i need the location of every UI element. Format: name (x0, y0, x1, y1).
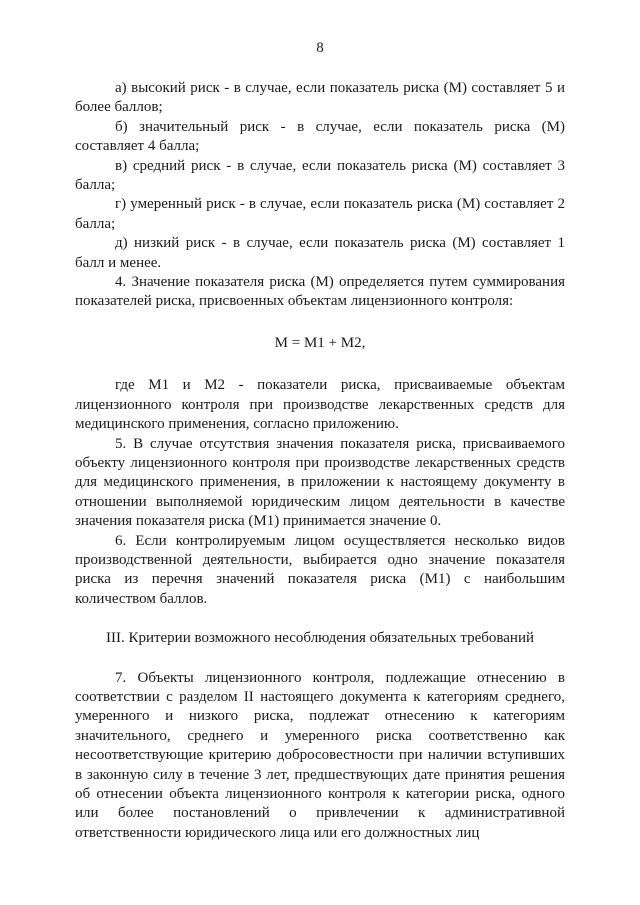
paragraph-risk-low: д) низкий риск - в случае, если показатель риска (М) составляет 1 балл и менее. (75, 235, 565, 271)
paragraph-item-4: 4. Значение показателя риска (М) определяется путем суммирования показателей риска, присвоенных объектам лицензионного контроля: (75, 274, 565, 310)
paragraph-item-7: 7. Объекты лицензионного контроля, подлежащие отнесению в соответствии с разделом II настоящего документа к категориям среднего, умеренного и низкого риска, подлежат отнесению к категориям значительного, среднего и умеренного риска соответственно как несоответствующие критерию добросовестности при наличии вступивших в законную силу в течение 3 лет, предшествующих дате принятия решения об отнесении объекта лицензионного контроля к категории риска, одного или более постановлений о привлечении к административной ответственности юридического лица или его должностных лиц (75, 669, 565, 841)
paragraph-risk-moderate: г) умеренный риск - в случае, если показатель риска (М) составляет 2 балла; (75, 196, 565, 232)
risk-formula: М = М1 + М2, (274, 334, 366, 351)
section-heading: III. Критерии возможного несоблюдения обязательных требований (105, 630, 535, 647)
paragraph-item-5: 5. В случае отсутствия значения показателя риска, присваиваемого объекту лицензионного контроля при производстве лекарственных средств для медицинского применения, в приложении к настоящему документу в отношении выполняемой юридическим лицом деятельности в качестве значения показателя риска (М1) принимается значение 0. (75, 435, 565, 530)
paragraph-formula-explanation: где М1 и М2 - показатели риска, присваиваемые объектам лицензионного контроля при производстве лекарственных средств для медицинского применения, согласно приложению. (75, 377, 565, 433)
paragraph-item-6: 6. Если контролируемым лицом осуществляется несколько видов производственной деятельности, выбирается одно значение показателя риска из перечня значений показателя риска (М1) с наибольшим количеством баллов. (75, 532, 565, 607)
paragraph-risk-significant: б) значительный риск - в случае, если показатель риска (М) составляет 4 балла; (75, 118, 565, 155)
document-body (75, 79, 565, 843)
paragraph-risk-high: а) высокий риск - в случае, если показатель риска (М) составляет 5 и более баллов; (75, 80, 565, 116)
paragraph-risk-medium: в) средний риск - в случае, если показатель риска (М) составляет 3 балла; (75, 157, 565, 194)
page-number: 8 (316, 40, 324, 56)
